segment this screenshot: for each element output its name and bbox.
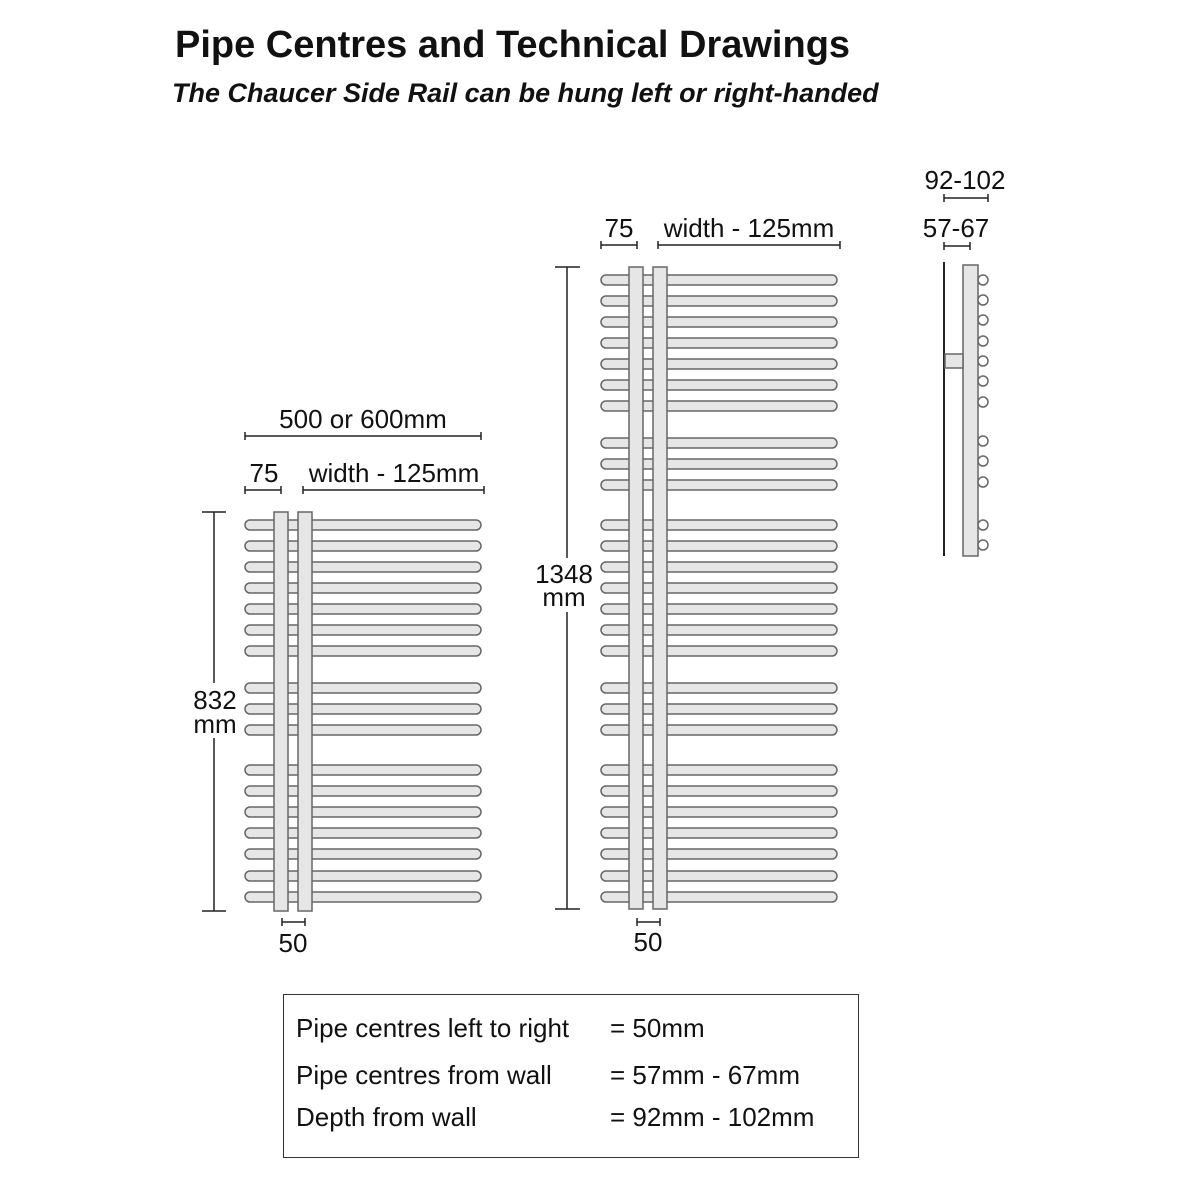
spec-value: = 50mm bbox=[610, 1013, 705, 1043]
pipe-depth-dimension-line bbox=[944, 242, 970, 250]
pipe-centres-dimension-line bbox=[637, 918, 660, 926]
height-value-label: 832 bbox=[193, 685, 237, 715]
depth-dimension-line bbox=[944, 194, 988, 202]
height-unit-label: mm bbox=[542, 582, 586, 612]
page-subtitle: The Chaucer Side Rail can be hung left or right-handed bbox=[172, 78, 879, 108]
bar-end-circle bbox=[978, 436, 988, 446]
page-title: Pipe Centres and Technical Drawings bbox=[175, 24, 851, 66]
bar-end-circle bbox=[978, 376, 988, 386]
pipe-offset-label: 75 bbox=[249, 458, 279, 488]
bar-end-circle bbox=[978, 520, 988, 530]
height-value-label: 1348 bbox=[535, 559, 593, 589]
spec-label: Pipe centres left to right bbox=[296, 1013, 570, 1043]
depth-label: 92-102 bbox=[924, 165, 1006, 195]
vertical-pipe bbox=[274, 512, 288, 911]
height-unit-label: mm bbox=[193, 709, 237, 739]
wall-bracket bbox=[945, 354, 963, 368]
bar-end-circle bbox=[978, 397, 988, 407]
spec-value: = 57mm - 67mm bbox=[610, 1060, 800, 1090]
bar-end-circle bbox=[978, 540, 988, 550]
bar-end-circle bbox=[978, 275, 988, 285]
spec-row bbox=[296, 1102, 814, 1133]
pipe-centres-dimension-line bbox=[282, 918, 305, 926]
vertical-pipe bbox=[298, 512, 312, 911]
bar-end-circle bbox=[978, 456, 988, 466]
large-rail-drawing bbox=[535, 213, 840, 957]
vertical-pipe bbox=[653, 267, 667, 909]
spec-label: Depth from wall bbox=[296, 1102, 477, 1132]
spec-row bbox=[296, 1013, 705, 1044]
bar-width-label: width - 125mm bbox=[308, 458, 480, 488]
side-pipe-profile bbox=[963, 265, 978, 556]
bar-end-circle bbox=[978, 477, 988, 487]
bar-width-label: width - 125mm bbox=[663, 213, 835, 243]
side-view-drawing bbox=[923, 165, 1006, 556]
bar-end-circles bbox=[978, 275, 988, 550]
specs-box bbox=[283, 994, 859, 1158]
spec-row bbox=[296, 1060, 800, 1091]
small-rail-drawing bbox=[193, 404, 484, 958]
pipe-depth-label: 57-67 bbox=[922, 213, 990, 243]
pipe-centres-label: 50 bbox=[633, 927, 663, 957]
bar-end-circle bbox=[978, 295, 988, 305]
pipe-offset-label: 75 bbox=[604, 213, 634, 243]
bar-end-circle bbox=[978, 336, 988, 346]
pipe-centres-label: 50 bbox=[278, 928, 308, 958]
spec-label: Pipe centres from wall bbox=[296, 1060, 552, 1090]
vertical-pipe bbox=[629, 267, 643, 909]
spec-value: = 92mm - 102mm bbox=[610, 1102, 815, 1132]
bar-end-circle bbox=[978, 315, 988, 325]
bar-end-circle bbox=[978, 356, 988, 366]
overall-width-label: 500 or 600mm bbox=[279, 404, 447, 434]
